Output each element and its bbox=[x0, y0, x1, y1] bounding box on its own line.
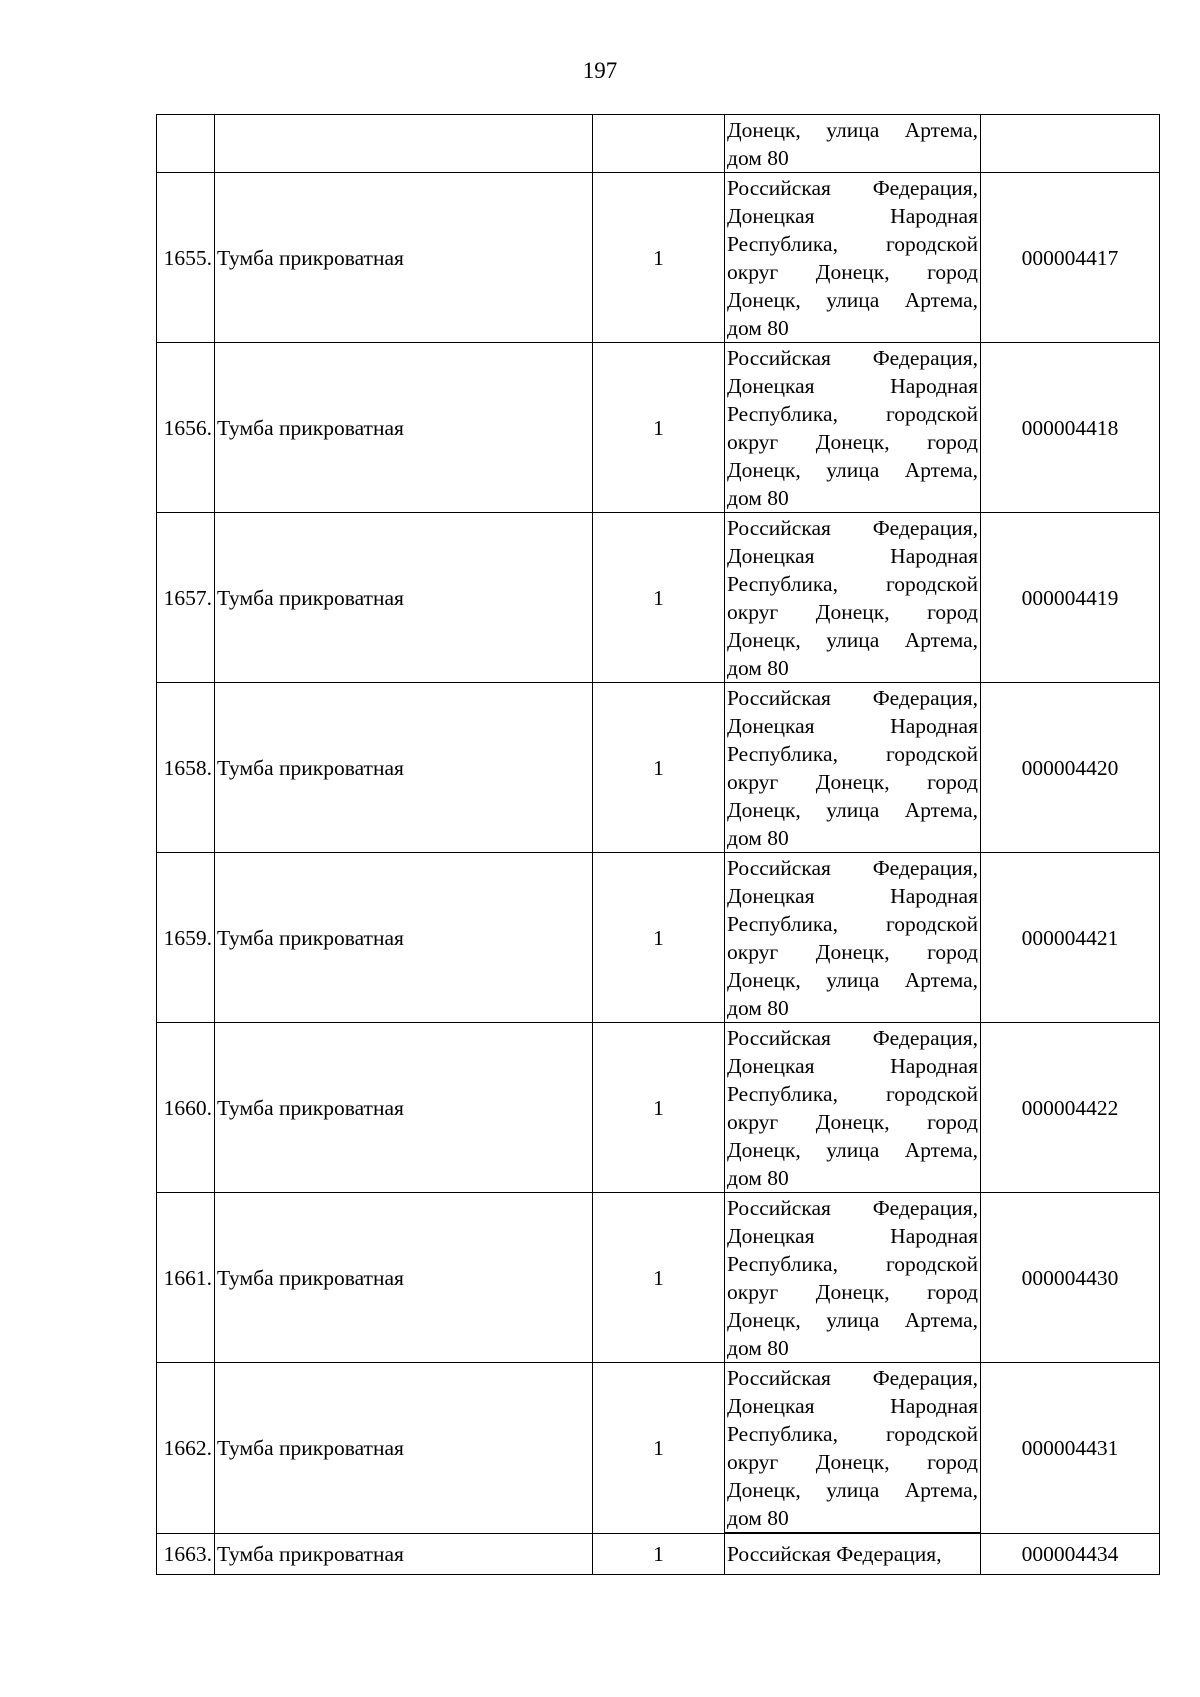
inventory-number-cell: 000004431 bbox=[981, 1363, 1160, 1534]
quantity-cell: 1 bbox=[593, 1023, 725, 1193]
quantity-cell bbox=[593, 115, 725, 173]
quantity-cell: 1 bbox=[593, 853, 725, 1023]
inventory-number-cell: 000004419 bbox=[981, 513, 1160, 683]
quantity-cell: 1 bbox=[593, 683, 725, 853]
item-name-cell: Тумба прикроватная bbox=[215, 343, 593, 513]
row-number-cell: 1663. bbox=[157, 1533, 215, 1575]
row-number-cell: 1658. bbox=[157, 683, 215, 853]
item-name-cell: Тумба прикроватная bbox=[215, 513, 593, 683]
table-row bbox=[157, 853, 1160, 1023]
quantity-cell: 1 bbox=[593, 1533, 725, 1575]
inventory-number-cell: 000004420 bbox=[981, 683, 1160, 853]
inventory-table-body bbox=[157, 115, 1160, 1575]
address-cell: Российская Федерация, Донецкая Народная Республика, городской округ Донецк, город Донецк, улица Артема, дом 80 bbox=[725, 343, 981, 513]
address-cell: Российская Федерация, Донецкая Народная Республика, городской округ Донецк, город Донецк, улица Артема, дом 80 bbox=[725, 1193, 981, 1363]
row-number-cell: 1655. bbox=[157, 173, 215, 343]
quantity-cell: 1 bbox=[593, 1193, 725, 1363]
quantity-cell: 1 bbox=[593, 173, 725, 343]
item-name-cell bbox=[215, 115, 593, 173]
item-name-cell: Тумба прикроватная bbox=[215, 1533, 593, 1575]
table-row bbox=[157, 1193, 1160, 1363]
table-row bbox=[157, 683, 1160, 853]
row-number-cell bbox=[157, 115, 215, 173]
table-row-last bbox=[157, 1533, 1160, 1575]
quantity-cell: 1 bbox=[593, 343, 725, 513]
inventory-number-cell: 000004422 bbox=[981, 1023, 1160, 1193]
inventory-number-cell: 000004421 bbox=[981, 853, 1160, 1023]
address-cell: Российская Федерация, Донецкая Народная Республика, городской округ Донецк, город Донецк, улица Артема, дом 80 bbox=[725, 683, 981, 853]
row-number-cell: 1656. bbox=[157, 343, 215, 513]
row-number-cell: 1662. bbox=[157, 1363, 215, 1534]
address-cell: Российская Федерация, Донецкая Народная Республика, городской округ Донецк, город Донецк, улица Артема, дом 80 bbox=[725, 853, 981, 1023]
table-row bbox=[157, 1023, 1160, 1193]
address-cell: Российская Федерация, Донецкая Народная Республика, городской округ Донецк, город Донецк, улица Артема, дом 80 bbox=[725, 173, 981, 343]
table-row bbox=[157, 513, 1160, 683]
page-number: 197 bbox=[582, 58, 618, 83]
row-number-cell: 1659. bbox=[157, 853, 215, 1023]
row-number-cell: 1661. bbox=[157, 1193, 215, 1363]
address-cell: Донецк, улица Артема, дом 80 bbox=[725, 115, 981, 173]
quantity-cell: 1 bbox=[593, 513, 725, 683]
item-name-cell: Тумба прикроватная bbox=[215, 853, 593, 1023]
inventory-table bbox=[156, 114, 1160, 1575]
table-row bbox=[157, 173, 1160, 343]
address-cell: Российская Федерация, Донецкая Народная Республика, городской округ Донецк, город Донецк, улица Артема, дом 80 bbox=[725, 513, 981, 683]
item-name-cell: Тумба прикроватная bbox=[215, 683, 593, 853]
address-cell: Российская Федерация, Донецкая Народная Республика, городской округ Донецк, город Донецк, улица Артема, дом 80 bbox=[725, 1363, 981, 1534]
table-row bbox=[157, 343, 1160, 513]
table-row bbox=[157, 1363, 1160, 1534]
quantity-cell: 1 bbox=[593, 1363, 725, 1534]
inventory-number-cell: 000004430 bbox=[981, 1193, 1160, 1363]
inventory-number-cell: 000004434 bbox=[981, 1533, 1160, 1575]
item-name-cell: Тумба прикроватная bbox=[215, 1363, 593, 1534]
item-name-cell: Тумба прикроватная bbox=[215, 1193, 593, 1363]
item-name-cell: Тумба прикроватная bbox=[215, 173, 593, 343]
table-row-continuation bbox=[157, 115, 1160, 173]
inventory-number-cell: 000004418 bbox=[981, 343, 1160, 513]
row-number-cell: 1657. bbox=[157, 513, 215, 683]
row-number-cell: 1660. bbox=[157, 1023, 215, 1193]
address-cell: Российская Федерация, bbox=[725, 1533, 981, 1575]
item-name-cell: Тумба прикроватная bbox=[215, 1023, 593, 1193]
inventory-number-cell: 000004417 bbox=[981, 173, 1160, 343]
address-cell: Российская Федерация, Донецкая Народная Республика, городской округ Донецк, город Донецк, улица Артема, дом 80 bbox=[725, 1023, 981, 1193]
inventory-number-cell bbox=[981, 115, 1160, 173]
